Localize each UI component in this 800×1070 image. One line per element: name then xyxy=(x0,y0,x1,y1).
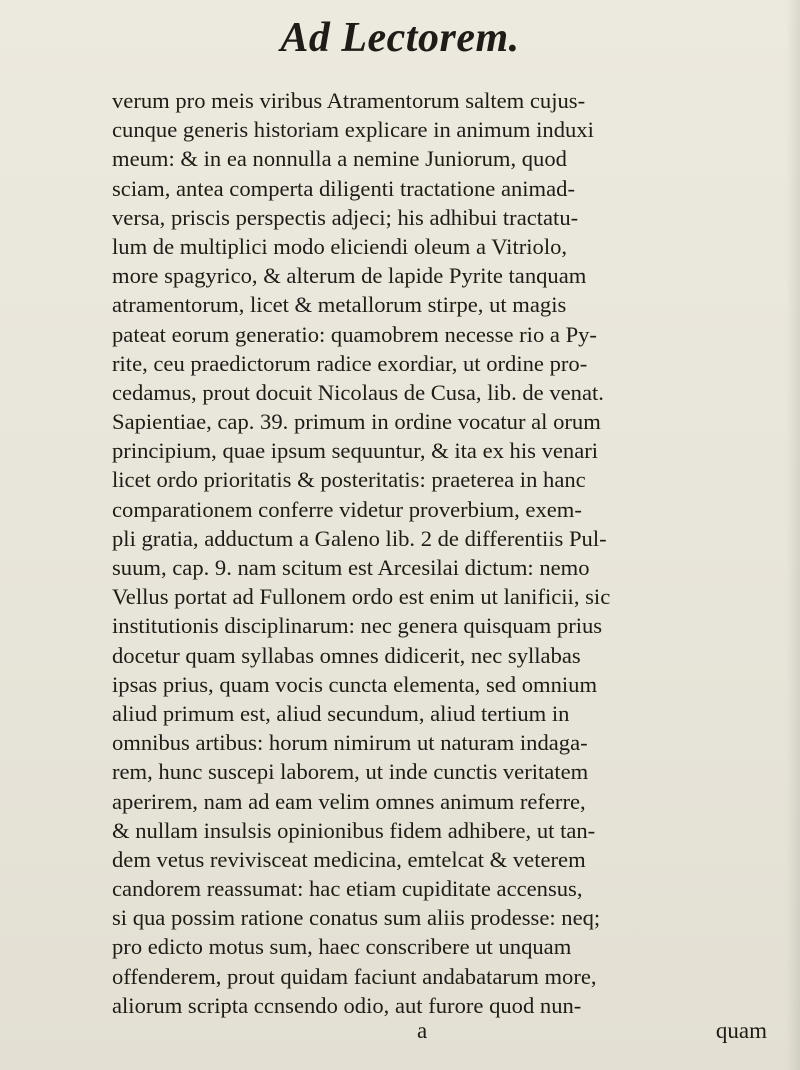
text-line: suum, cap. 9. nam scitum est Arcesilai dictum: nemo xyxy=(112,555,590,580)
text-line: verum pro meis viribus Atramentorum saltem cujus- xyxy=(112,88,586,113)
text-line: lum de multiplici modo eliciendi oleum a Vitriolo, xyxy=(112,233,568,259)
text-line: candorem reassumat: hac etiam cupiditate accensus, xyxy=(112,876,583,902)
page-footer xyxy=(112,1018,767,1048)
text-line: cedamus, prout docuit Nicolaus de Cusa, lib. de venat. xyxy=(112,379,604,405)
text-line: sciam, antea comperta diligenti tractatione animad- xyxy=(112,175,575,201)
text-line: Sapientiae, cap. 39. primum in ordine vocatur al orum xyxy=(112,409,601,435)
body-text xyxy=(112,86,767,1020)
text-line: si qua possim ratione conatus sum aliis prodesse: neq; xyxy=(112,905,601,931)
page-edge-shadow xyxy=(786,0,800,1070)
text-line: principium, quae ipsum sequuntur, & ita ex his venari xyxy=(112,438,599,464)
text-line: docetur quam syllabas omnes didicerit, nec syllabas xyxy=(112,642,581,668)
text-line: institutionis disciplinarum: nec genera quisquam prius xyxy=(112,613,603,639)
text-line: comparationem conferre videtur proverbium, exem- xyxy=(112,496,582,522)
text-line: pateat eorum generatio: quamobrem necesse rio a Py- xyxy=(112,321,597,347)
text-line: Vellus portat ad Fullonem ordo est enim ut lanificii, sic xyxy=(112,584,611,610)
text-line: & nullam insulsis opinionibus fidem adhibere, ut tan- xyxy=(112,817,596,843)
running-title: Ad Lectorem. xyxy=(280,15,520,61)
text-line: meum: & in ea nonnulla a nemine Juniorum, quod xyxy=(112,146,567,172)
text-line: atramentorum, licet & metallorum stirpe, ut magis xyxy=(112,292,567,318)
text-line: aliud primum est, aliud secundum, aliud tertium in xyxy=(112,700,570,726)
text-line: licet ordo prioritatis & posteritatis: praeterea in hanc xyxy=(112,467,586,493)
text-line: omnibus artibus: horum nimirum ut naturam indaga- xyxy=(112,730,588,756)
text-line: more spagyrico, & alterum de lapide Pyrite tanquam xyxy=(112,263,587,289)
text-line: aperirem, nam ad eam velim omnes animum referre, xyxy=(112,788,586,814)
text-line: cunque generis historiam explicare in animum induxi xyxy=(112,117,594,143)
text-line: aliorum scripta ccnsendo odio, aut furore quod nun- xyxy=(112,992,582,1018)
text-line: rite, ceu praedictorum radice exordiar, ut ordine pro- xyxy=(112,350,588,376)
text-line: ipsas prius, quam vocis cuncta elementa, sed omnium xyxy=(112,671,598,697)
signature-mark: a xyxy=(417,1018,428,1043)
text-line: versa, priscis perspectis adjeci; his adhibui tractatu- xyxy=(112,204,579,230)
text-line: offenderem, prout quidam faciunt andabatarum more, xyxy=(112,963,597,989)
catchword: quam xyxy=(715,1018,767,1043)
text-line: rem, hunc suscepi laborem, ut inde cunctis veritatem xyxy=(112,759,589,785)
text-line: pro edicto motus sum, haec conscribere ut unquam xyxy=(112,934,572,960)
text-line: dem vetus revivisceat medicina, emtelcat & veterem xyxy=(112,846,586,872)
text-line: pli gratia, adductum a Galeno lib. 2 de differentiis Pul- xyxy=(112,525,607,551)
